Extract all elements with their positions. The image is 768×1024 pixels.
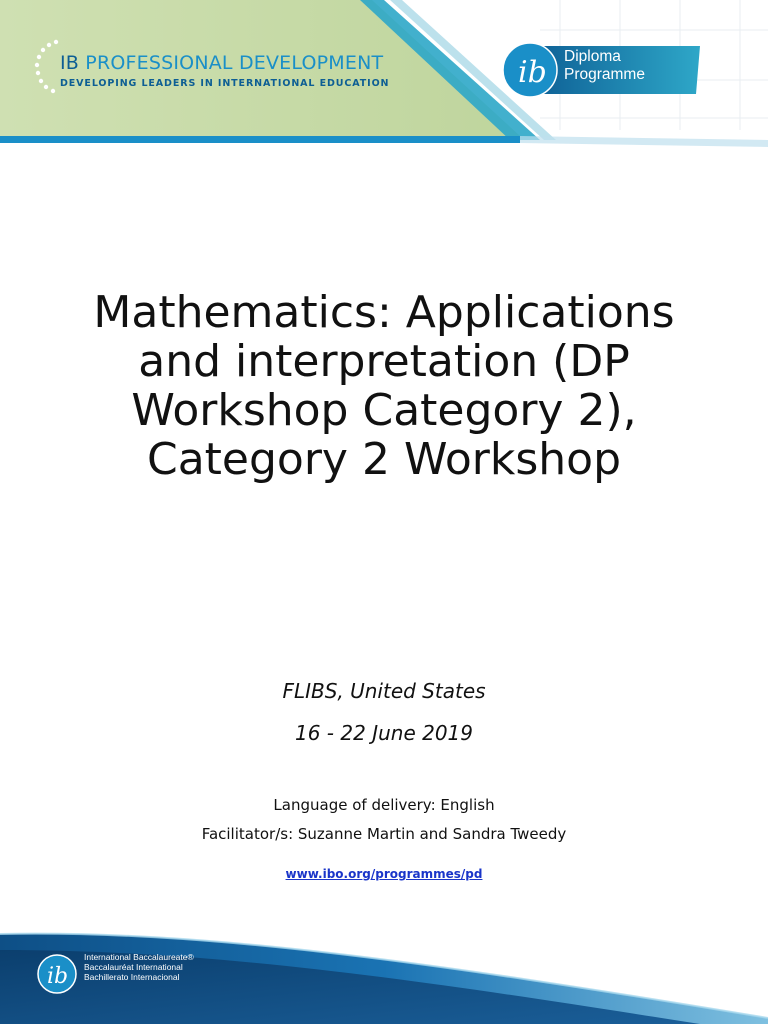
footer-banner xyxy=(0,900,768,1024)
header-banner xyxy=(0,0,768,148)
workshop-location: FLIBS, United States xyxy=(282,679,486,703)
ibo-link-container xyxy=(84,866,684,882)
language-of-delivery: Language of delivery: English xyxy=(273,796,495,814)
workshop-dates: 16 - 22 June 2019 xyxy=(295,721,473,745)
ib-pd-logo xyxy=(34,36,394,100)
workshop-title: Mathematics: Applications and interpretation (DP Workshop Category 2), Category 2 Workshop xyxy=(93,287,675,485)
dotted-circle-icon xyxy=(34,36,60,100)
diploma-programme-logo xyxy=(500,42,706,98)
ib-organisation-names: International Baccalaureate® Baccalauréat International Bachillerato Internacional xyxy=(84,952,194,982)
svg-text:ib: ib xyxy=(518,55,547,90)
pd-logo-tagline: DEVELOPING LEADERS IN INTERNATIONAL EDUCATION xyxy=(60,78,390,89)
svg-text:ib: ib xyxy=(47,964,69,989)
pd-logo-title: IB PROFESSIONAL DEVELOPMENT xyxy=(60,52,384,74)
ibo-pd-link[interactable]: www.ibo.org/programmes/pd xyxy=(285,867,483,881)
facilitators: Facilitator/s: Suzanne Martin and Sandra Tweedy xyxy=(201,825,567,843)
diploma-programme-label: Diploma Programme xyxy=(564,48,645,83)
